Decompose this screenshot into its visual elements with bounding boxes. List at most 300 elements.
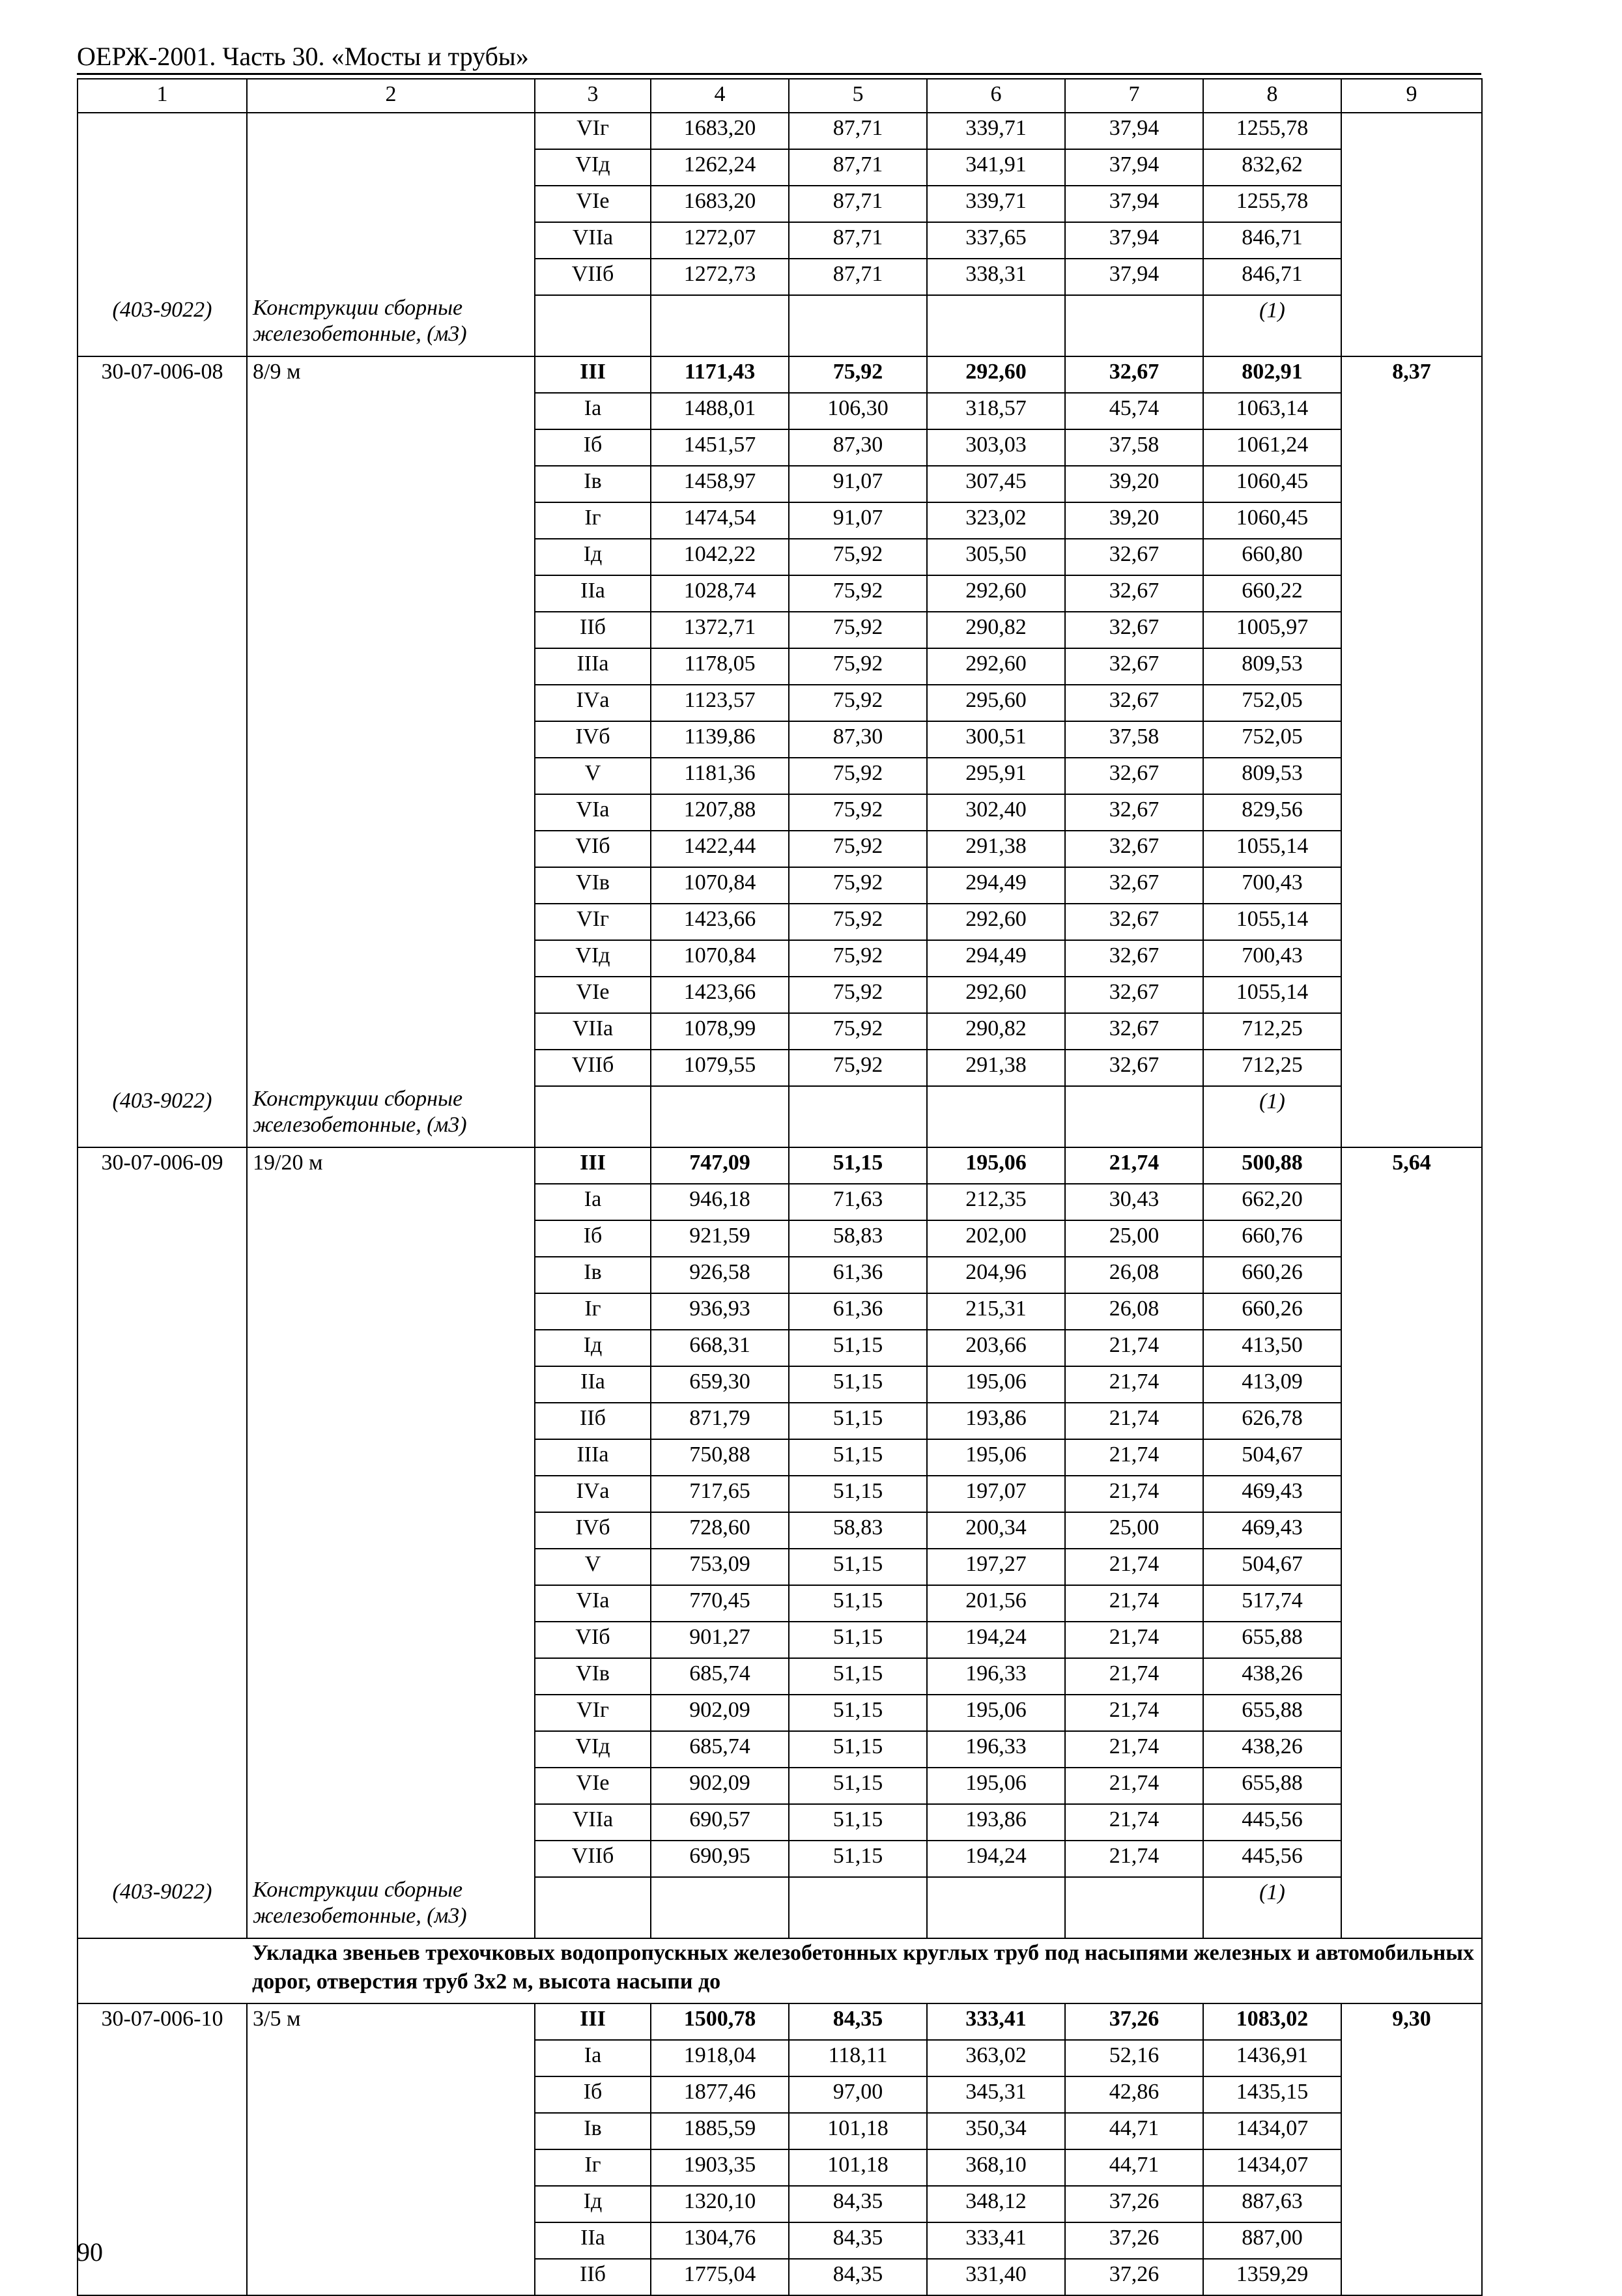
empty-cell: [78, 1257, 247, 1293]
empty-cell: [247, 393, 535, 429]
empty-cell: [927, 1086, 1065, 1147]
value-cell: 37,94: [1065, 113, 1203, 149]
empty-cell: [247, 794, 535, 831]
value-cell: IIб: [535, 612, 651, 648]
empty-cell: [1341, 113, 1482, 149]
empty-cell: [247, 1220, 535, 1257]
value-cell: 21,74: [1065, 1439, 1203, 1476]
table-row: [78, 539, 1482, 575]
value-cell: 51,15: [789, 1695, 927, 1731]
table-row: [78, 940, 1482, 977]
value-cell: 1083,02: [1203, 2003, 1341, 2040]
empty-cell: [247, 1841, 535, 1877]
value-cell: 1474,54: [651, 502, 789, 539]
value-cell: 871,79: [651, 1403, 789, 1439]
empty-cell: [247, 2222, 535, 2259]
empty-cell: [247, 575, 535, 612]
empty-cell: [1341, 2113, 1482, 2149]
value-cell: 87,71: [789, 186, 927, 222]
value-cell: Iг: [535, 502, 651, 539]
value-cell: 1139,86: [651, 721, 789, 758]
empty-cell: [1341, 1658, 1482, 1695]
value-cell: 339,71: [927, 186, 1065, 222]
value-cell: VIа: [535, 1585, 651, 1622]
empty-cell: [247, 113, 535, 149]
value-cell: 32,67: [1065, 940, 1203, 977]
value-cell: 75,92: [789, 867, 927, 904]
value-cell: 655,88: [1203, 1622, 1341, 1658]
value-cell: 87,71: [789, 222, 927, 259]
value-cell: 337,65: [927, 222, 1065, 259]
value-cell: 75,92: [789, 1013, 927, 1050]
value-cell: Iа: [535, 393, 651, 429]
value-cell: 413,09: [1203, 1366, 1341, 1403]
empty-cell: [78, 1512, 247, 1549]
empty-cell: [78, 1804, 247, 1841]
value-cell: 97,00: [789, 2076, 927, 2113]
value-cell: VIд: [535, 149, 651, 186]
value-cell: 750,88: [651, 1439, 789, 1476]
value-cell: 21,74: [1065, 1658, 1203, 1695]
value-cell: 1434,07: [1203, 2149, 1341, 2186]
value-cell: 87,30: [789, 429, 927, 466]
empty-cell: [78, 149, 247, 186]
empty-cell: [1341, 295, 1482, 356]
value-cell: Iг: [535, 1293, 651, 1330]
empty-cell: [247, 149, 535, 186]
value-cell: III: [535, 1147, 651, 1184]
value-cell: VIе: [535, 186, 651, 222]
header-rule: [77, 73, 1481, 75]
empty-cell: [1341, 977, 1482, 1013]
empty-cell: [247, 721, 535, 758]
table-row: [78, 1439, 1482, 1476]
empty-cell: [1341, 1695, 1482, 1731]
value-cell: 902,09: [651, 1695, 789, 1731]
empty-cell: [78, 1330, 247, 1366]
empty-cell: [1341, 1220, 1482, 1257]
table-row: [78, 867, 1482, 904]
empty-cell: [78, 429, 247, 466]
value-cell: 1272,07: [651, 222, 789, 259]
empty-cell: [1341, 1585, 1482, 1622]
table-row: [78, 222, 1482, 259]
value-cell: IIб: [535, 1403, 651, 1439]
value-cell: VIб: [535, 831, 651, 867]
empty-cell: [1341, 1768, 1482, 1804]
value-cell: 44,71: [1065, 2113, 1203, 2149]
table-row: [78, 2259, 1482, 2295]
value-cell: 45,74: [1065, 393, 1203, 429]
column-number: 5: [789, 79, 927, 113]
empty-cell: [1341, 1549, 1482, 1585]
value-cell: 196,33: [927, 1731, 1065, 1768]
value-cell: Iв: [535, 1257, 651, 1293]
empty-cell: [535, 1086, 651, 1147]
value-cell: 37,58: [1065, 721, 1203, 758]
value-cell: Iб: [535, 429, 651, 466]
value-cell: 712,25: [1203, 1013, 1341, 1050]
page-number: 90: [77, 2237, 103, 2267]
empty-cell: [78, 259, 247, 295]
value-cell: 32,67: [1065, 539, 1203, 575]
value-cell: 25,00: [1065, 1512, 1203, 1549]
value-cell: VIг: [535, 113, 651, 149]
value-cell: 1055,14: [1203, 904, 1341, 940]
empty-cell: [78, 977, 247, 1013]
empty-cell: [78, 940, 247, 977]
empty-cell: [535, 295, 651, 356]
empty-cell: [78, 1476, 247, 1512]
rate-code: 30-07-006-08: [78, 356, 247, 393]
empty-cell: [78, 2113, 247, 2149]
value-cell: 195,06: [927, 1768, 1065, 1804]
value-cell: 32,67: [1065, 575, 1203, 612]
rate-name: 19/20 м: [247, 1147, 535, 1184]
value-cell: 87,71: [789, 113, 927, 149]
empty-cell: [78, 1585, 247, 1622]
empty-cell: [78, 1013, 247, 1050]
value-cell: 1255,78: [1203, 186, 1341, 222]
value-cell: 1885,59: [651, 2113, 789, 2149]
value-cell: 307,45: [927, 466, 1065, 502]
empty-cell: [1065, 295, 1203, 356]
value-cell: IVа: [535, 1476, 651, 1512]
value-cell: 195,06: [927, 1439, 1065, 1476]
rate-code: 30-07-006-10: [78, 2003, 247, 2040]
table-row: [78, 977, 1482, 1013]
value-cell: 37,26: [1065, 2186, 1203, 2222]
resource-name: Конструкции сборные железобетонные, (м3): [247, 1877, 535, 1938]
value-cell: 51,15: [789, 1330, 927, 1366]
empty-cell: [1341, 648, 1482, 685]
value-cell: 44,71: [1065, 2149, 1203, 2186]
empty-cell: [247, 831, 535, 867]
empty-cell: [247, 1585, 535, 1622]
empty-cell: [1341, 539, 1482, 575]
empty-cell: [78, 1731, 247, 1768]
value-cell: 37,26: [1065, 2222, 1203, 2259]
empty-cell: [789, 1877, 927, 1938]
value-cell: 1171,43: [651, 356, 789, 393]
empty-cell: [247, 1330, 535, 1366]
empty-cell: [247, 2113, 535, 2149]
table-row: [78, 1476, 1482, 1512]
empty-cell: [1341, 2222, 1482, 2259]
value-cell: 333,41: [927, 2222, 1065, 2259]
empty-cell: [78, 1695, 247, 1731]
value-cell: 348,12: [927, 2186, 1065, 2222]
value-cell: 39,20: [1065, 502, 1203, 539]
value-cell: 809,53: [1203, 758, 1341, 794]
value-cell: 75,92: [789, 356, 927, 393]
empty-cell: [78, 2149, 247, 2186]
value-cell: 21,74: [1065, 1841, 1203, 1877]
value-cell: 1903,35: [651, 2149, 789, 2186]
empty-cell: [1341, 758, 1482, 794]
empty-cell: [247, 758, 535, 794]
value-cell: 193,86: [927, 1403, 1065, 1439]
value-cell: 51,15: [789, 1476, 927, 1512]
value-cell: 21,74: [1065, 1585, 1203, 1622]
value-cell: VIIб: [535, 1050, 651, 1086]
empty-cell: [1341, 2186, 1482, 2222]
table-row: [78, 259, 1482, 295]
value-cell: 1918,04: [651, 2040, 789, 2076]
empty-cell: [78, 575, 247, 612]
empty-cell: [1341, 1804, 1482, 1841]
value-cell: 333,41: [927, 2003, 1065, 2040]
empty-cell: [247, 940, 535, 977]
empty-cell: [78, 1403, 247, 1439]
table-row: [78, 2149, 1482, 2186]
value-cell: 106,30: [789, 393, 927, 429]
value-cell: 51,15: [789, 1731, 927, 1768]
empty-cell: [247, 1439, 535, 1476]
value-cell: Iд: [535, 2186, 651, 2222]
value-cell: 294,49: [927, 940, 1065, 977]
value-cell: 75,92: [789, 539, 927, 575]
value-cell: 75,92: [789, 794, 927, 831]
empty-cell: [927, 295, 1065, 356]
value-cell: 32,67: [1065, 1050, 1203, 1086]
table-row: [78, 1585, 1482, 1622]
value-cell: 75,92: [789, 904, 927, 940]
empty-cell: [247, 1184, 535, 1220]
value-cell: 21,74: [1065, 1622, 1203, 1658]
value-cell: 196,33: [927, 1658, 1065, 1695]
empty-cell: [247, 1403, 535, 1439]
value-cell: 1304,76: [651, 2222, 789, 2259]
value-cell: VIд: [535, 1731, 651, 1768]
value-cell: 752,05: [1203, 721, 1341, 758]
empty-cell: [247, 685, 535, 721]
value-cell: 58,83: [789, 1220, 927, 1257]
empty-cell: [78, 867, 247, 904]
value-cell: 1061,24: [1203, 429, 1341, 466]
empty-cell: [247, 1768, 535, 1804]
empty-cell: [1341, 1476, 1482, 1512]
empty-cell: [78, 502, 247, 539]
value-cell: 1207,88: [651, 794, 789, 831]
value-cell: 37,94: [1065, 259, 1203, 295]
value-cell: 413,50: [1203, 1330, 1341, 1366]
value-cell: 747,09: [651, 1147, 789, 1184]
value-cell: 32,67: [1065, 685, 1203, 721]
value-cell: 37,26: [1065, 2003, 1203, 2040]
empty-cell: [1341, 575, 1482, 612]
value-cell: 685,74: [651, 1658, 789, 1695]
empty-cell: [1341, 149, 1482, 186]
value-cell: 1255,78: [1203, 113, 1341, 149]
empty-cell: [1341, 259, 1482, 295]
empty-cell: [1341, 1184, 1482, 1220]
value-cell: 58,83: [789, 1512, 927, 1549]
empty-cell: [1341, 1050, 1482, 1086]
value-cell: 1683,20: [651, 113, 789, 149]
table-row: [78, 186, 1482, 222]
value-cell: 32,67: [1065, 904, 1203, 940]
value-cell: V: [535, 758, 651, 794]
empty-cell: [1341, 1013, 1482, 1050]
value-cell: 887,00: [1203, 2222, 1341, 2259]
column-number: 7: [1065, 79, 1203, 113]
value-cell: 84,35: [789, 2003, 927, 2040]
value-cell: VIIа: [535, 1013, 651, 1050]
labor-value: 9,30: [1341, 2003, 1482, 2040]
resource-code: (403-9022): [78, 1877, 247, 1938]
value-cell: 901,27: [651, 1622, 789, 1658]
empty-cell: [78, 612, 247, 648]
value-cell: 936,93: [651, 1293, 789, 1330]
table-row: [78, 393, 1482, 429]
value-cell: 101,18: [789, 2113, 927, 2149]
value-cell: VIе: [535, 1768, 651, 1804]
value-cell: 201,56: [927, 1585, 1065, 1622]
value-cell: IVб: [535, 721, 651, 758]
table-row: [78, 1403, 1482, 1439]
value-cell: 75,92: [789, 977, 927, 1013]
value-cell: 1500,78: [651, 2003, 789, 2040]
empty-cell: [247, 466, 535, 502]
empty-cell: [247, 2076, 535, 2113]
value-cell: 445,56: [1203, 1841, 1341, 1877]
value-cell: 946,18: [651, 1184, 789, 1220]
value-cell: 292,60: [927, 904, 1065, 940]
value-cell: VIIа: [535, 1804, 651, 1841]
value-cell: 921,59: [651, 1220, 789, 1257]
table-row: [78, 758, 1482, 794]
value-cell: 75,92: [789, 940, 927, 977]
empty-cell: [247, 977, 535, 1013]
table-row: [78, 2040, 1482, 2076]
value-cell: 660,22: [1203, 575, 1341, 612]
value-cell: 660,80: [1203, 539, 1341, 575]
empty-cell: [1341, 867, 1482, 904]
empty-cell: [1341, 1403, 1482, 1439]
labor-value: 5,64: [1341, 1147, 1482, 1184]
value-cell: IIа: [535, 575, 651, 612]
empty-cell: [247, 1013, 535, 1050]
table-row: [78, 1804, 1482, 1841]
value-cell: 21,74: [1065, 1330, 1203, 1366]
value-cell: Iд: [535, 1330, 651, 1366]
table-row: [78, 2186, 1482, 2222]
value-cell: 1435,15: [1203, 2076, 1341, 2113]
empty-cell: [1341, 1257, 1482, 1293]
value-cell: IIб: [535, 2259, 651, 2295]
value-cell: VIг: [535, 1695, 651, 1731]
value-cell: 660,26: [1203, 1293, 1341, 1330]
value-cell: 626,78: [1203, 1403, 1341, 1439]
empty-cell: [78, 794, 247, 831]
value-cell: 202,00: [927, 1220, 1065, 1257]
value-cell: 32,67: [1065, 831, 1203, 867]
empty-cell: [1341, 721, 1482, 758]
column-number: 4: [651, 79, 789, 113]
value-cell: 194,24: [927, 1622, 1065, 1658]
empty-cell: [247, 2186, 535, 2222]
value-cell: 51,15: [789, 1768, 927, 1804]
empty-cell: [78, 539, 247, 575]
value-cell: 1070,84: [651, 867, 789, 904]
empty-cell: [247, 648, 535, 685]
value-cell: 87,71: [789, 259, 927, 295]
value-cell: 51,15: [789, 1658, 927, 1695]
empty-cell: [1341, 186, 1482, 222]
value-cell: VIа: [535, 794, 651, 831]
value-cell: 292,60: [927, 575, 1065, 612]
empty-cell: [247, 1050, 535, 1086]
value-cell: 51,15: [789, 1549, 927, 1585]
value-cell: 1055,14: [1203, 977, 1341, 1013]
value-cell: 75,92: [789, 758, 927, 794]
value-cell: 37,94: [1065, 149, 1203, 186]
value-cell: 51,15: [789, 1439, 927, 1476]
value-cell: 368,10: [927, 2149, 1065, 2186]
empty-cell: [247, 1622, 535, 1658]
empty-cell: [247, 1366, 535, 1403]
empty-cell: [78, 186, 247, 222]
table-row: [78, 429, 1482, 466]
value-cell: 75,92: [789, 1050, 927, 1086]
empty-cell: [651, 295, 789, 356]
value-cell: 51,15: [789, 1147, 927, 1184]
resource-name: Конструкции сборные железобетонные, (м3): [247, 1086, 535, 1147]
value-cell: 662,20: [1203, 1184, 1341, 1220]
empty-cell: [78, 1658, 247, 1695]
empty-cell: [247, 1293, 535, 1330]
table-row: [78, 1731, 1482, 1768]
value-cell: 75,92: [789, 831, 927, 867]
value-cell: 300,51: [927, 721, 1065, 758]
value-cell: 305,50: [927, 539, 1065, 575]
empty-cell: [789, 295, 927, 356]
value-cell: 203,66: [927, 1330, 1065, 1366]
value-cell: 21,74: [1065, 1147, 1203, 1184]
empty-cell: [247, 1549, 535, 1585]
value-cell: 32,67: [1065, 977, 1203, 1013]
value-cell: 331,40: [927, 2259, 1065, 2295]
value-cell: IIа: [535, 2222, 651, 2259]
value-cell: 469,43: [1203, 1512, 1341, 1549]
value-cell: VIIб: [535, 259, 651, 295]
empty-cell: [78, 1050, 247, 1086]
value-cell: 295,91: [927, 758, 1065, 794]
value-cell: 690,57: [651, 1804, 789, 1841]
value-cell: 51,15: [789, 1403, 927, 1439]
empty-cell: [1065, 1877, 1203, 1938]
empty-cell: [247, 612, 535, 648]
table-row: [78, 1512, 1482, 1549]
value-cell: 32,67: [1065, 794, 1203, 831]
value-cell: 303,03: [927, 429, 1065, 466]
value-cell: 846,71: [1203, 259, 1341, 295]
value-cell: 1070,84: [651, 940, 789, 977]
value-cell: 37,94: [1065, 222, 1203, 259]
table-body: [78, 79, 1482, 2295]
value-cell: 1422,44: [651, 831, 789, 867]
value-cell: 660,26: [1203, 1257, 1341, 1293]
value-cell: 1060,45: [1203, 466, 1341, 502]
value-cell: 1683,20: [651, 186, 789, 222]
resource-qty: (1): [1203, 1877, 1341, 1938]
value-cell: 1488,01: [651, 393, 789, 429]
value-cell: 660,76: [1203, 1220, 1341, 1257]
empty-cell: [247, 867, 535, 904]
value-cell: 51,15: [789, 1841, 927, 1877]
empty-cell: [1341, 1841, 1482, 1877]
